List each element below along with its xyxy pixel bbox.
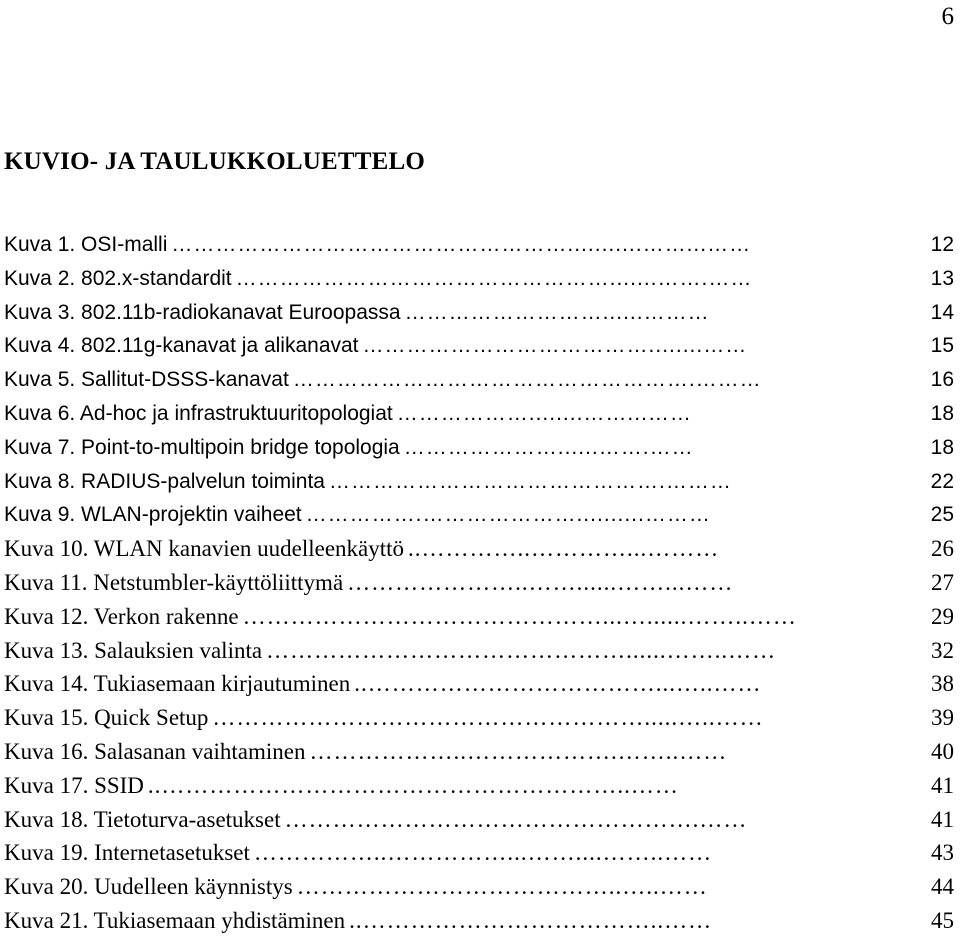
dot-leader: …………….…………………..........……… [305,503,711,527]
figure-list-entry [4,262,954,296]
dot-leader: ……………………………………….……… [328,469,732,493]
figure-list-entry [4,870,954,904]
dot-leader: ………………........……...…… [396,401,692,425]
figure-list-entry [4,296,954,330]
figure-title: Kuva 6. Ad-hoc ja infrastruktuuritopologiat [4,401,393,425]
figure-page-number: 41 [931,772,954,798]
figure-list-entry [4,735,954,769]
figure-title: Kuva 15. Quick Setup [4,705,209,731]
figure-title: Kuva 2. 802.x-standardit [4,266,232,290]
figure-list-entry [4,431,954,465]
figure-list-entry [4,769,954,803]
figure-list-entry [4,228,954,262]
figure-page-number: 26 [931,536,954,562]
figure-list-entry [4,532,954,566]
figure-page-number: 39 [931,705,954,731]
dot-leader: …………………..……......……...…… [347,569,734,595]
figure-title: Kuva 13. Salauksien valinta [4,637,263,663]
dot-leader: …………………………………………….…… [284,806,748,832]
figure-list [4,228,954,938]
figure-page-number: 45 [931,907,954,933]
page-number: 6 [941,3,954,30]
figure-list-entry [4,363,954,397]
figure-page-number: 13 [930,266,954,290]
figure-title: Kuva 10. WLAN kanavien uudelleenkäyttö [4,536,405,562]
figure-title: Kuva 5. Sallitut-DSSS-kanavat [4,368,289,392]
figure-title: Kuva 11. Netstumbler-käyttöliittymä [4,569,344,595]
dot-leader: ..………………………………..…… [349,907,713,933]
figure-page-number: 43 [931,840,954,866]
figure-page-number: 22 [930,469,954,493]
figure-list-entry [4,329,954,363]
figure-page-number: 41 [931,806,954,832]
figure-page-number: 38 [931,671,954,697]
figure-title: Kuva 21. Tukiasemaan yhdistäminen [4,907,346,933]
figure-page-number: 27 [931,569,954,595]
figure-title: Kuva 17. SSID [4,772,144,798]
figure-list-entry [4,498,954,532]
figure-list-entry [4,904,954,938]
figure-title: Kuva 8. RADIUS-palvelun toiminta [4,469,325,493]
figure-title: Kuva 14. Tukiasemaan kirjautuminen [4,671,351,697]
figure-page-number: 14 [930,300,954,324]
figure-list-entry [4,634,954,668]
dot-leader: ..…………………………………………………..…… [147,772,679,798]
figure-title: Kuva 3. 802.11b-radiokanavat Euroopassa [4,300,401,324]
figure-page-number: 18 [930,435,954,459]
dot-leader: ………………………………………......……..…… [266,637,777,663]
figure-page-number: 29 [931,603,954,629]
figure-list-entry [4,701,954,735]
figure-list-entry [4,803,954,837]
dot-leader: ……………………………………………….....…..…… [212,705,764,731]
dot-leader: …………………......…….…… [403,435,694,459]
dot-leader: …………………………………..…..…… [296,874,708,900]
figure-page-number: 12 [930,233,954,256]
figure-title: Kuva 19. Internetasetukset [4,840,250,866]
figure-title: Kuva 16. Salasanan vaihtaminen [4,738,306,764]
figure-list-entry [4,600,954,634]
figure-title: Kuva 1. OSI-malli [4,233,168,256]
dot-leader: …………………………………………….......…….…… [235,266,753,290]
dot-leader: ..…………..…………...……… [408,536,720,562]
dot-leader: ………………..……………….……..…… [309,738,728,764]
figure-title: Kuva 7. Point-to-multipoin bridge topologia [4,435,400,459]
figure-list-entry [4,566,954,600]
figure-page-number: 18 [930,401,954,425]
dot-leader: ………………………………………………...........……...…… [171,233,752,256]
figure-title: Kuva 18. Tietoturva-asetukset [4,806,281,832]
figure-list-entry [4,465,954,499]
figure-page-number: 16 [930,368,954,392]
dot-leader: ……………..……………...……....……..…… [253,840,713,866]
figure-title: Kuva 12. Verkon rakenne [4,603,239,629]
figure-page-number: 40 [931,738,954,764]
figure-title: Kuva 9. WLAN-projektin vaiheet [4,503,302,527]
figure-page-number: 44 [931,874,954,900]
figure-list-entry [4,836,954,870]
figure-page-number: 32 [931,637,954,663]
dot-leader: …………………………………........…… [362,334,748,358]
dot-leader: ………………………………………...…......……..…… [242,603,797,629]
dot-leader: ………………………......……… [404,300,710,324]
figure-list-entry [4,667,954,701]
figure-list-entry [4,397,954,431]
figure-title: Kuva 20. Uudelleen käynnistys [4,874,293,900]
dot-leader: ……………………………………………….……… [292,368,762,392]
section-heading: KUVIO- JA TAULUKKOLUETTELO [4,148,426,175]
dot-leader: ..………………………………...…..…… [354,671,762,697]
figure-page-number: 25 [930,503,954,527]
figure-page-number: 15 [930,334,954,358]
figure-title: Kuva 4. 802.11g-kanavat ja alikanavat [4,334,359,358]
